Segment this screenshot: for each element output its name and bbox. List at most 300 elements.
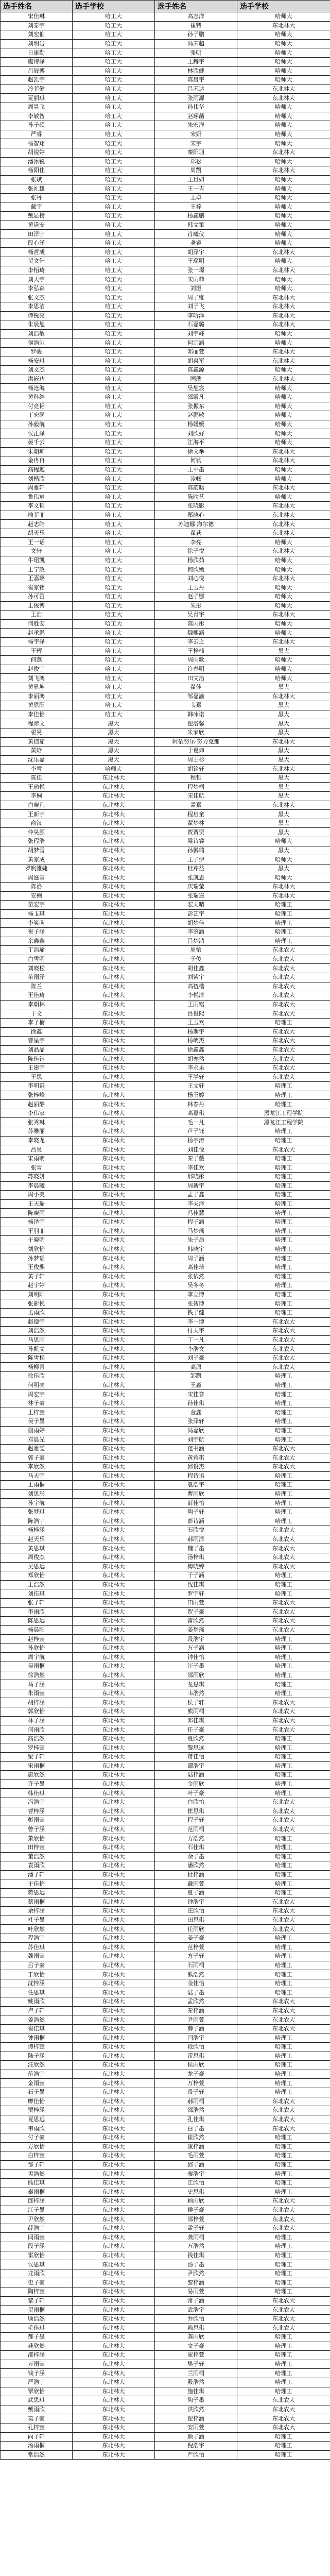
cell-name-1: 顾浩然 [1, 2314, 73, 2324]
cell-name-2: 朱彤 [155, 601, 237, 611]
cell-school-1: 东北林大 [73, 2269, 155, 2278]
table-row [1, 366, 330, 375]
cell-name-1: 白梓萱 [1, 2151, 73, 2161]
cell-school-2: 东北农大 [237, 991, 330, 1001]
table-row [1, 2052, 330, 2061]
table-row [1, 565, 330, 574]
cell-name-1: 杨晨阳 [1, 1625, 73, 1635]
cell-name-2: 陈晨宇 [155, 76, 237, 85]
cell-name-1: 郭子豪 [1, 1453, 73, 1463]
cell-school-2: 哈师大 [237, 184, 330, 194]
cell-name-2: 张泽轩 [155, 1417, 237, 1427]
cell-name-1: 李笑萌 [1, 919, 73, 928]
cell-name-2: 冯嘉欣 [155, 1426, 237, 1435]
table-row [1, 1027, 330, 1037]
table-row [1, 1861, 330, 1871]
cell-school-2: 哈理工 [237, 1689, 330, 1698]
table-row [1, 1916, 330, 1925]
cell-school-1: 东北林大 [73, 1843, 155, 1852]
cell-school-2: 哈理工 [237, 1018, 330, 1027]
cell-name-1: 王思 [1, 1073, 73, 1082]
cell-name-1: 王嘉璐 [1, 574, 73, 583]
cell-name-2: 周怡 [155, 946, 237, 955]
cell-name-1: 李晓龙 [1, 1136, 73, 1145]
cell-name-2: 张明 [155, 48, 237, 58]
table-row [1, 221, 330, 230]
cell-name-2: 赖思琪 [155, 2324, 237, 2333]
cell-school-1: 哈工大 [73, 520, 155, 529]
cell-name-2: 庞梓萱 [155, 2351, 237, 2360]
cell-school-2: 哈师大 [237, 674, 330, 683]
cell-name-2: 孔佳琪 [155, 2115, 237, 2124]
table-row [1, 1970, 330, 1979]
cell-name-2: 李天泽 [155, 1199, 237, 1209]
table-row [1, 583, 330, 592]
cell-name-1: 石子墨 [1, 2088, 73, 2097]
cell-school-2: 东北农大 [237, 2215, 330, 2224]
cell-name-1: 刘泰宇 [1, 21, 73, 30]
table-row [1, 747, 330, 756]
table-row [1, 502, 330, 511]
cell-name-1: 董浩然 [1, 1852, 73, 1861]
cell-school-1: 东北林大 [73, 1607, 155, 1617]
cell-school-1: 黑大 [73, 728, 155, 737]
cell-school-1: 东北林大 [73, 1317, 155, 1327]
cell-school-1: 哈工大 [73, 157, 155, 166]
cell-name-2: 杨宇涛 [155, 1136, 237, 1145]
table-row [1, 1163, 330, 1173]
cell-school-1: 哈工大 [73, 30, 155, 40]
table-row [1, 1217, 330, 1227]
cell-name-2: 邹嘉渝 [155, 692, 237, 701]
cell-school-1: 东北林大 [73, 2106, 155, 2115]
table-row [1, 2360, 330, 2369]
cell-school-2: 哈理工 [237, 2142, 330, 2151]
table-row [1, 2287, 330, 2297]
table-row [1, 1535, 330, 1544]
cell-school-1: 东北林大 [73, 1000, 155, 1009]
cell-name-2: 郑松 [155, 157, 237, 166]
cell-school-2: 哈理工 [237, 2242, 330, 2251]
cell-school-1: 东北林大 [73, 1571, 155, 1581]
cell-name-2: 刘子飞 [155, 302, 237, 312]
cell-name-2: 范书涵 [155, 1444, 237, 1453]
cell-name-2: 安雨萱 [155, 2423, 237, 2432]
cell-name-2: 谭浩宇 [155, 1761, 237, 1771]
cell-name-1: 刘楷欣 [1, 474, 73, 484]
table-row [1, 1353, 330, 1363]
cell-name-2: 黎梓涵 [155, 2278, 237, 2287]
cell-school-1: 东北林大 [73, 1154, 155, 1163]
cell-school-1: 哈工大 [73, 692, 155, 701]
cell-school-1: 东北林大 [73, 1191, 155, 1200]
cell-school-2: 哈理工 [237, 1879, 330, 1889]
cell-school-1: 哈工大 [73, 420, 155, 429]
cell-school-2: 哈师大 [237, 619, 330, 629]
cell-school-2: 东北农大 [237, 1000, 330, 1009]
cell-school-1: 东北林大 [73, 1952, 155, 1961]
cell-school-1: 东北林大 [73, 1236, 155, 1245]
cell-name-2: 施佳琪 [155, 2387, 237, 2396]
cell-school-1: 东北林大 [73, 2170, 155, 2179]
cell-name-2: 康梓涵 [155, 2142, 237, 2151]
cell-name-2: 范雨桐 [155, 1825, 237, 1834]
cell-name-2: 宏天晴 [155, 901, 237, 910]
cell-name-2: 任雨欣 [155, 1925, 237, 1934]
cell-school-1: 东北林大 [73, 1997, 155, 2007]
cell-name-2: 姜梦瑶 [155, 1625, 237, 1635]
cell-school-2: 东北林大 [237, 502, 330, 511]
cell-school-1: 东北林大 [73, 2369, 155, 2378]
table-row [1, 801, 330, 810]
cell-school-2: 哈理工 [237, 2378, 330, 2387]
cell-name-1: 黄显坤 [1, 683, 73, 692]
cell-name-2: 潘欣然 [155, 1861, 237, 1871]
cell-school-1: 东北林大 [73, 1327, 155, 1336]
cell-school-2: 哈理工 [237, 2178, 330, 2188]
cell-school-1: 东北林大 [73, 1589, 155, 1599]
cell-school-2: 黑大 [237, 755, 330, 765]
cell-school-2: 哈师大 [237, 212, 330, 221]
cell-name-1: 王天瑞 [1, 1199, 73, 1209]
cell-name-2: 钟浩宇 [155, 1897, 237, 1907]
cell-school-2: 哈师大 [237, 329, 330, 338]
cell-school-1: 哈工大 [73, 212, 155, 221]
table-row [1, 1463, 330, 1472]
table-row [1, 765, 330, 774]
table-row [1, 239, 330, 248]
cell-name-2: 秦阳羽 [155, 148, 237, 157]
cell-name-2: 侯雨欣 [155, 2061, 237, 2070]
cell-school-2: 哈理工 [237, 1589, 330, 1599]
table-row [1, 719, 330, 728]
cell-name-2: 王淼 [155, 1381, 237, 1390]
cell-school-2: 哈理工 [237, 2133, 330, 2142]
cell-school-1: 哈工大 [73, 248, 155, 257]
cell-name-2: 陈昀艺 [155, 493, 237, 502]
table-row [1, 1345, 330, 1354]
cell-school-1: 东北林大 [73, 2414, 155, 2424]
cell-school-1: 哈工大 [73, 465, 155, 474]
cell-school-2: 东北农大 [237, 1327, 330, 1336]
cell-school-2: 东北农大 [237, 2206, 330, 2215]
cell-name-1: 苏雅丽 [1, 1127, 73, 1137]
cell-school-1: 东北林大 [73, 2224, 155, 2233]
cell-name-1: 蔡雨桐 [1, 1897, 73, 1907]
cell-name-2: 侯子轩 [155, 1698, 237, 1707]
cell-name-2: 刘紫宇 [155, 973, 237, 982]
cell-name-1: 林子涵 [1, 1716, 73, 1725]
cell-name-2: 韦嘉 [155, 701, 237, 710]
cell-school-1: 哈工大 [73, 48, 155, 58]
table-row [1, 474, 330, 484]
table-row [1, 1426, 330, 1435]
cell-school-2: 哈师大 [237, 384, 330, 393]
table-row [1, 2197, 330, 2206]
table-row [1, 846, 330, 855]
table-row [1, 465, 330, 474]
table-row [1, 94, 330, 103]
cell-name-1: 赵德宇 [1, 1317, 73, 1327]
cell-school-2: 哈理工 [237, 1299, 330, 1309]
cell-school-2: 哈理工 [237, 2260, 330, 2269]
cell-name-1: 王浩然 [1, 1580, 73, 1589]
table-row [1, 2414, 330, 2424]
cell-name-1: 张程浩 [1, 837, 73, 846]
cell-school-1: 东北林大 [73, 1037, 155, 1046]
cell-name-2: 叶子豪 [155, 1789, 237, 1798]
cell-school-2: 哈理工 [237, 2369, 330, 2378]
cell-school-2: 东北农大 [237, 1916, 330, 1925]
cell-school-2: 哈理工 [237, 1308, 330, 1317]
cell-name-2: 许春明 [155, 665, 237, 674]
cell-school-1: 东北林大 [73, 2324, 155, 2333]
cell-school-1: 哈工大 [73, 619, 155, 629]
cell-school-2: 哈理工 [237, 1136, 330, 1145]
cell-name-1: 于晓明 [1, 1236, 73, 1245]
table-row [1, 1417, 330, 1427]
cell-name-2: 严欣怡 [155, 2450, 237, 2460]
cell-school-1: 东北林大 [73, 1063, 155, 1073]
cell-name-1: 周雅轩 [1, 483, 73, 493]
cell-school-1: 东北林大 [73, 1489, 155, 1499]
cell-school-1: 哈工大 [73, 57, 155, 66]
cell-school-1: 东北林大 [73, 901, 155, 910]
cell-school-1: 哈工大 [73, 202, 155, 212]
cell-school-1: 东北林大 [73, 883, 155, 892]
cell-school-1: 哈工大 [73, 574, 155, 583]
cell-name-2: 李浩文 [155, 1345, 237, 1354]
cell-name-2: 白子墨 [155, 2124, 237, 2133]
table-row [1, 701, 330, 710]
cell-school-1: 东北林大 [73, 2351, 155, 2360]
cell-name-2: 夏子涵 [155, 1888, 237, 1897]
table-row [1, 1390, 330, 1399]
cell-school-2: 哈理工 [237, 1263, 330, 1272]
cell-name-1: 周宏宇 [1, 1390, 73, 1399]
cell-name-1: 江子墨 [1, 2206, 73, 2215]
cell-school-1: 东北林大 [73, 1625, 155, 1635]
table-row [1, 1671, 330, 1680]
table-row [1, 1408, 330, 1417]
cell-school-1: 东北林大 [73, 1916, 155, 1925]
table-row [1, 1199, 330, 1209]
cell-school-1: 东北林大 [73, 1173, 155, 1182]
cell-school-1: 东北林大 [73, 1308, 155, 1317]
table-row [1, 1281, 330, 1291]
cell-name-2: 孟欣然 [155, 1997, 237, 2007]
cell-name-1: 王雨桐 [1, 1481, 73, 1490]
cell-name-1: 夏丽琪 [1, 94, 73, 103]
cell-name-1: 韩佳琪 [1, 1789, 73, 1798]
cell-name-1: 冷菲健 [1, 84, 73, 94]
table-row [1, 2251, 330, 2260]
cell-school-2: 哈师大 [237, 592, 330, 602]
table-row [1, 529, 330, 538]
cell-name-2: 石嘉璐 [155, 320, 237, 330]
cell-school-1: 东北林大 [73, 1753, 155, 1762]
table-row [1, 1327, 330, 1336]
cell-name-1: 贾梓涵 [1, 2106, 73, 2115]
cell-name-1: 李敏智 [1, 112, 73, 121]
cell-name-1: 孔梓萱 [1, 2423, 73, 2432]
cell-school-1: 哈工大 [73, 329, 155, 338]
table-row [1, 402, 330, 411]
cell-school-1: 哈工大 [73, 284, 155, 293]
cell-school-1: 东北林大 [73, 1671, 155, 1680]
table-row [1, 1907, 330, 1916]
table-row [1, 955, 330, 964]
cell-school-2: 哈理工 [237, 1408, 330, 1417]
cell-name-2: 郑晓心 [155, 511, 237, 520]
cell-school-2: 哈理工 [237, 1209, 330, 1218]
cell-school-1: 黑大 [73, 755, 155, 765]
cell-name-1: 文轩 [1, 547, 73, 556]
cell-school-2: 东北林大 [237, 547, 330, 556]
cell-school-2: 东北农大 [237, 1037, 330, 1046]
table-row [1, 873, 330, 883]
cell-school-2: 哈理工 [237, 1653, 330, 1662]
cell-school-2: 哈理工 [237, 1471, 330, 1481]
cell-school-2: 哈师大 [237, 12, 330, 22]
cell-name-1: 何明亮 [1, 1381, 73, 1390]
cell-name-2: 万子涵 [155, 1643, 237, 1653]
cell-school-2: 东北农大 [237, 1997, 330, 2007]
cell-school-2: 东北农大 [237, 1353, 330, 1363]
cell-name-2: 袁浩宇 [155, 1481, 237, 1490]
cell-name-1: 马子涵 [1, 1680, 73, 1689]
cell-school-1: 东北林大 [73, 2188, 155, 2197]
cell-school-2: 哈理工 [237, 1381, 330, 1390]
cell-name-1: 黎子轩 [1, 2296, 73, 2306]
cell-name-1: 杨智翔 [1, 139, 73, 148]
table-row [1, 574, 330, 583]
cell-name-2: 芦子钰 [155, 1127, 237, 1137]
cell-name-1: 刘晶晶 [1, 1045, 73, 1055]
cell-school-1: 东北林大 [73, 955, 155, 964]
cell-school-2: 哈理工 [237, 1435, 330, 1445]
cell-name-2: 石欣悦 [155, 1526, 237, 1535]
cell-school-1: 哈工大 [73, 483, 155, 493]
cell-name-1: 王新宇 [1, 810, 73, 819]
cell-name-2: 钱佳琪 [155, 2251, 237, 2260]
cell-name-2: 颜子涵 [155, 2432, 237, 2442]
cell-school-1: 东北林大 [73, 2260, 155, 2269]
cell-school-2: 哈理工 [237, 2432, 330, 2442]
cell-school-2: 哈理工 [237, 1771, 330, 1780]
cell-name-1: 李桐 [1, 792, 73, 801]
cell-name-1: 马思雨 [1, 1335, 73, 1345]
table-row [1, 483, 330, 493]
cell-school-1: 黑大 [73, 719, 155, 728]
cell-school-1: 东北林大 [73, 1725, 155, 1735]
cell-name-2: 胡喜军 [155, 357, 237, 366]
table-row [1, 347, 330, 357]
cell-school-2: 东北农大 [237, 1027, 330, 1037]
cell-school-1: 哈工大 [73, 293, 155, 302]
cell-school-1: 哈工大 [73, 474, 155, 484]
cell-name-2: 胡泽宇 [155, 248, 237, 257]
cell-name-1: 张文杰 [1, 293, 73, 302]
cell-school-1: 东北林大 [73, 792, 155, 801]
table-row [1, 112, 330, 121]
cell-school-2: 东北农大 [237, 1363, 330, 1372]
cell-school-1: 东北林大 [73, 1562, 155, 1571]
cell-name-2: 李一博 [155, 1317, 237, 1327]
table-row [1, 982, 330, 991]
cell-name-1: 叶欣然 [1, 1925, 73, 1934]
cell-school-1: 东北林大 [73, 2124, 155, 2133]
cell-school-2: 哈理工 [237, 1643, 330, 1653]
cell-school-1: 东北林大 [73, 2287, 155, 2297]
cell-school-1: 东北林大 [73, 2360, 155, 2369]
cell-name-2: 贾贾贾 [155, 828, 237, 837]
table-row [1, 447, 330, 456]
table-row [1, 538, 330, 547]
table-row [1, 919, 330, 928]
cell-school-2: 哈理工 [237, 1100, 330, 1109]
cell-school-1: 东北林大 [73, 1372, 155, 1381]
cell-name-1: 汪欣然 [1, 2061, 73, 2070]
cell-school-2: 东北农大 [237, 2314, 330, 2324]
cell-school-2: 东北林大 [237, 529, 330, 538]
cell-school-1: 哈工大 [73, 529, 155, 538]
cell-name-2: 张智博 [155, 1299, 237, 1309]
cell-school-2: 哈师大 [237, 656, 330, 665]
cell-name-2: 宋妍 [155, 130, 237, 139]
cell-school-1: 东北林大 [73, 1217, 155, 1227]
table-row [1, 1317, 330, 1327]
cell-school-2: 东北林大 [237, 21, 330, 30]
cell-name-1: 周昱飞 [1, 103, 73, 112]
cell-school-1: 东北林大 [73, 1925, 155, 1934]
table-row [1, 1562, 330, 1571]
table-row [1, 1481, 330, 1490]
cell-school-2: 哈师大 [237, 629, 330, 638]
table-row [1, 2043, 330, 2052]
cell-name-2: 高原 [155, 1363, 237, 1372]
table-row [1, 1617, 330, 1626]
cell-name-1: 杨安琪 [1, 357, 73, 366]
cell-school-2: 哈理工 [237, 1979, 330, 1988]
cell-school-2: 哈师大 [237, 230, 330, 239]
cell-name-2: 方子轩 [155, 1952, 237, 1961]
cell-name-1: 洪嵌达 [1, 375, 73, 384]
table-row [1, 592, 330, 602]
table-row [1, 148, 330, 157]
cell-school-2: 哈师大 [237, 837, 330, 846]
cell-school-2: 东北林大 [237, 266, 330, 275]
cell-name-1: 韦雨欣 [1, 2124, 73, 2133]
table-row [1, 728, 330, 737]
cell-school-1: 哈工大 [73, 583, 155, 592]
cell-school-2: 东北林大 [237, 574, 330, 583]
cell-name-2: 邓丽萱 [155, 347, 237, 357]
cell-name-2: 刘宇航 [155, 1435, 237, 1445]
cell-name-1: 李朝林 [1, 1000, 73, 1009]
cell-name-1: 刘宏伯 [1, 30, 73, 40]
cell-school-1: 哈工大 [73, 647, 155, 656]
table-row [1, 1136, 330, 1145]
cell-school-2: 哈师大 [237, 393, 330, 402]
cell-name-2: 宋佳音 [155, 1390, 237, 1399]
cell-name-1: 胡梓涵 [1, 1698, 73, 1707]
table-row [1, 891, 330, 901]
cell-name-2: 张一璟 [155, 266, 237, 275]
table-row [1, 547, 330, 556]
cell-name-1: 孙可笛 [1, 592, 73, 602]
cell-name-1: 朱雨萱 [1, 1689, 73, 1698]
